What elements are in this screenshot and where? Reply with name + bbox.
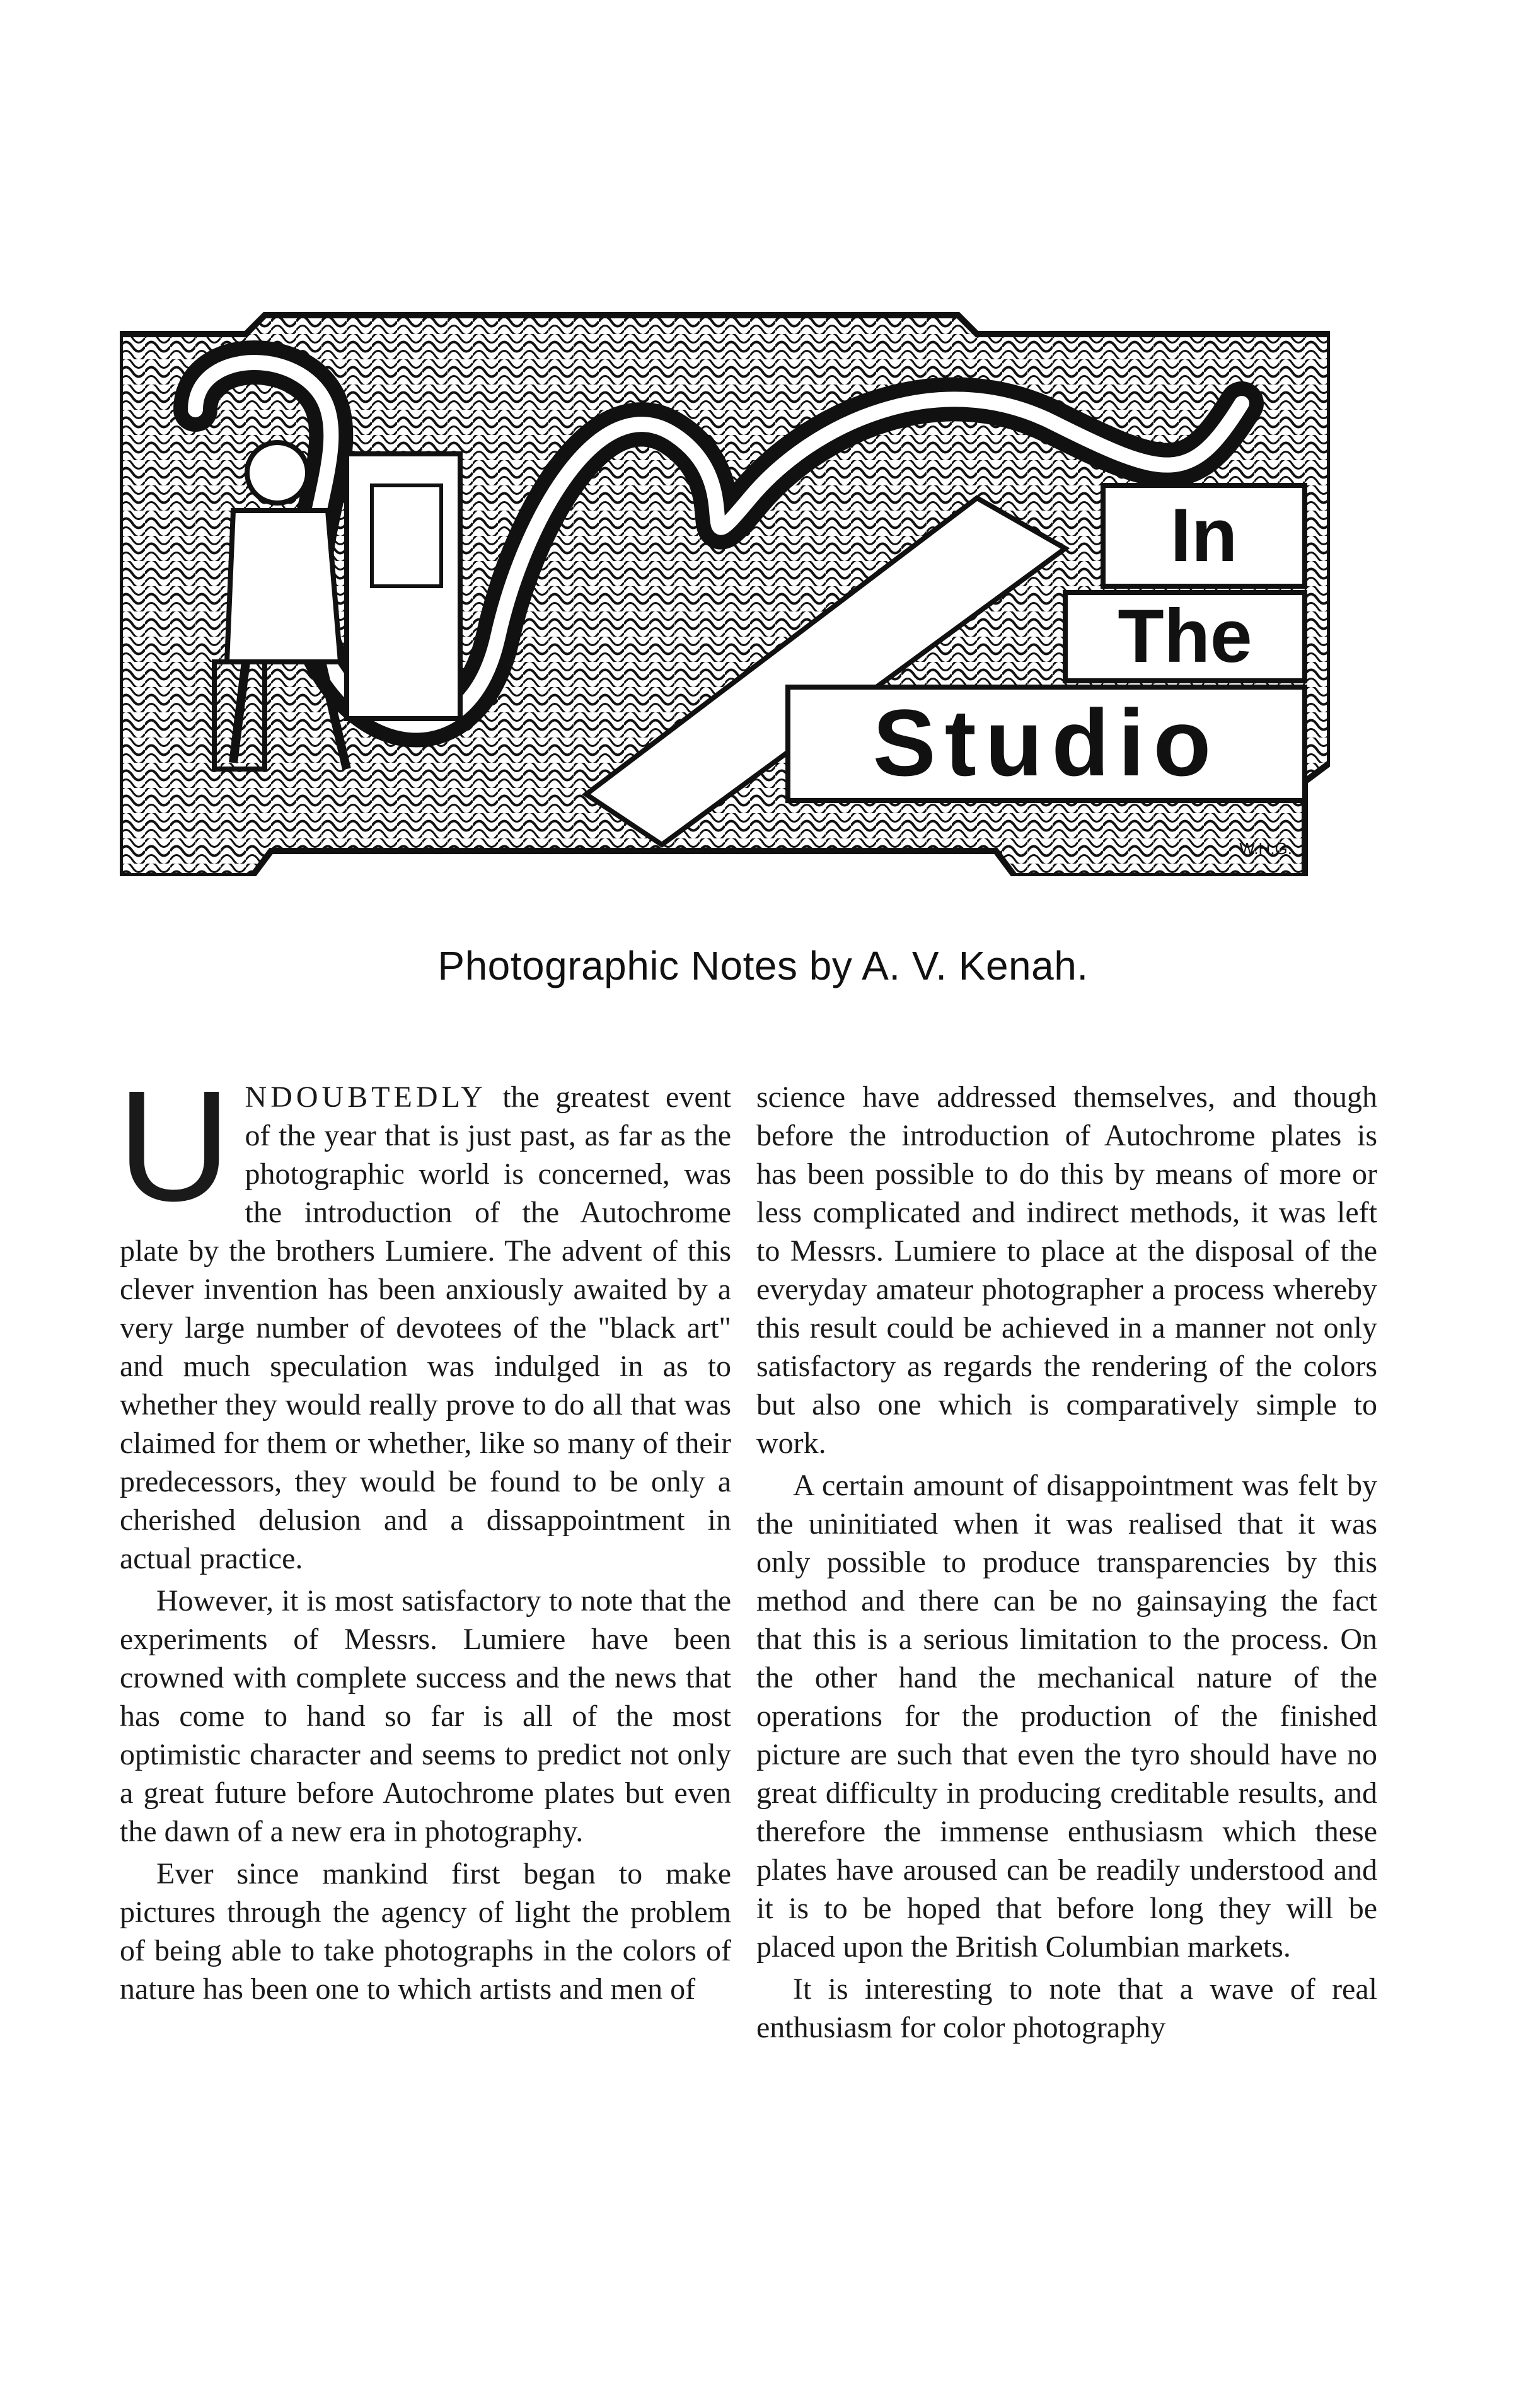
left-paragraph-1-text: the greatest event of the year that is just past, as far as the photographic world is concerned, was the introduction of the Autochrome plate by the brothers Lumiere. The advent of this clever invention has been anxiously awaited by a very large number of devotees of the "black art" and much speculation was indulged in as to whether they would really prove to do all that was claimed for them or whether, like so many of their predecessors, they would be found to be only a cherished delusion and a dissappointment in actual practice. bbox=[120, 1080, 731, 1575]
header-illustration bbox=[120, 309, 1330, 876]
drop-cap: U bbox=[117, 1058, 231, 1234]
article-headline: Photographic Notes by A. V. Kenah. bbox=[437, 943, 1089, 988]
left-paragraph-3: Ever since mankind first began to make pictures through the agency of light the problem of being able to take photographs in the colors of nature has been one to which artists and men of bbox=[120, 1857, 731, 2006]
left-column bbox=[117, 1058, 731, 2012]
title-word-in: In bbox=[1170, 493, 1238, 577]
right-paragraph-3: It is interesting to note that a wave of real enthusiasm for color photography bbox=[756, 1972, 1377, 2044]
left-paragraph-2: However, it is most satisfactory to note that the experiments of Messrs. Lumiere have been crowned with complete success and the news that has come to hand so far is all of the most optimistic character and seems to predict not only a great future before Autochrome plates but even the dawn of a new era in photography. bbox=[120, 1584, 731, 1848]
title-word-the: The bbox=[1118, 594, 1252, 678]
title-word-studio: Studio bbox=[872, 690, 1220, 796]
artist-initials: W.H.G. bbox=[1239, 839, 1292, 858]
lead-caps: NDOUBTEDLY bbox=[245, 1080, 487, 1114]
right-column bbox=[756, 1078, 1377, 2051]
left-paragraph-1 bbox=[117, 1058, 731, 1578]
right-paragraph-2: A certain amount of disappointment was felt by the uninitiated when it was realised that it was only possible to produce transparencies by this method and there can be no gainsaying the fact that this is a serious limitation to the process. On the other hand the mechanical nature of the operations for the production of the finished picture are such that even the tyro should have no great difficulty in producing creditable results, and therefore the immense enthusiasm which these plates have aroused can be readily understood and it is to be hoped that before long they will be placed upon the British Columbian markets. bbox=[756, 1469, 1377, 1964]
right-paragraph-1: science have addressed themselves, and though before the introduction of Autochrome plates is has been possible to do this by means of more or less complicated and indirect methods, it was left to Messrs. Lumiere to place at the disposal of the everyday amateur photographer a process whereby this result could be achieved in a manner not only satisfactory as regards the rendering of the colors but also one which is comparatively simple to work. bbox=[756, 1080, 1377, 1460]
studio-banner-art bbox=[120, 309, 1330, 876]
